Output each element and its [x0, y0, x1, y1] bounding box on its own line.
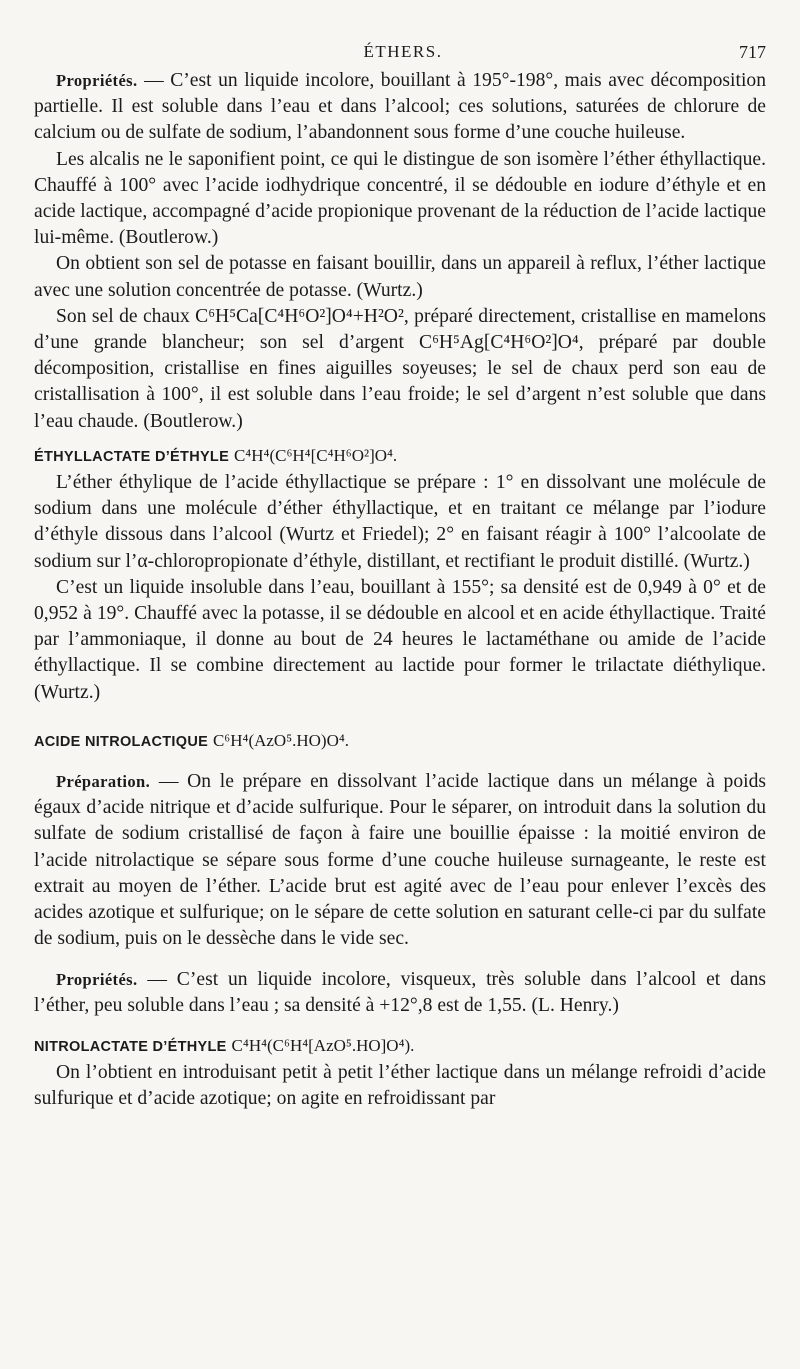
formula: C⁶H⁴(AzO⁵.HO)O⁴.: [212, 730, 350, 750]
page-header: [40, 42, 766, 66]
lead-preparation: Préparation.: [56, 772, 151, 792]
section-heading: ÉTHYLLACTATE D’ÉTHYLE: [34, 448, 230, 465]
paragraph-ethyllactate-proprietes: C’est un liquide insoluble dans l’eau, bouillant à 155°; sa densité est de 0,949 à 0° et de 0,952 à 19°. Chauffé avec la potasse, il se dédouble en alcool et en acide éthyllactique. Traité par l’ammoniaque, il donne au bout de 24 heures le lactaméthane ou amide de l’acide éthyllactique. Il se combine directement au lactide pour former le trilactate diéthylique. (Wurtz.): [34, 576, 766, 703]
lead-proprietes: Propriétés.: [56, 969, 138, 989]
paragraph-ethyllactate-preparation: L’éther éthylique de l’acide éthyllactique se prépare : 1° en dissolvant une molécule de sodium dans une molécule d’éther éthyllactique, et en traitant ce mélange par l’iodure d’éthyle dissous dans l’alcool (Wurtz et Friedel); 2° en faisant réagir à 100° l’alcoolate de sodium sur l’α-chloropropionate d’éthyle, distillant, et rectifiant le produit distillé. (Wurtz.): [34, 472, 766, 572]
formula: C⁴H⁴(C⁶H⁴[AzO⁵.HO]O⁴).: [231, 1035, 415, 1055]
section-heading: NITROLACTATE D’ÉTHYLE: [34, 1038, 227, 1055]
running-title: ÉTHERS.: [363, 42, 443, 61]
paragraph-text: — On le prépare en dissolvant l’acide lactique dans un mélange à poids égaux d’acide nitrique et d’acide sulfurique. Pour le séparer, on introduit dans la solution du sulfate de sodium cristallisé de façon à faire une bouillie épaisse : la moitié environ de l’acide nitrolactique se sépare sous forme d’une couche huileuse surnageante, le reste est extrait au moyen de l’éther. L’acide brut est agité avec de l’eau pour enlever l’excès des acides azotique et sulfurique; on le sépare de cette solution en saturant celle-ci par du sulfate de sodium, puis on le dessèche dans le vide sec.: [34, 771, 766, 950]
heading-acide-nitrolactique: [34, 728, 766, 755]
formula: C⁴H⁴(C⁶H⁴[C⁴H⁶O²]O⁴.: [233, 445, 398, 465]
paragraph-proprietes: [34, 68, 766, 147]
body-text: [34, 68, 766, 1113]
paragraph-text: — C’est un liquide incolore, visqueux, très soluble dans l’alcool et dans l’éther, peu soluble dans l’eau ; sa densité à +12°,8 est de 1,55. (L. Henry.): [34, 968, 766, 1016]
page-number: 717: [739, 42, 766, 62]
lead-proprietes: Propriétés.: [56, 71, 138, 90]
paragraph-sel-chaux: Son sel de chaux C⁶H⁵Ca[C⁴H⁶O²]O⁴+H²O², préparé directement, cristallise en mamelons d’une grande blancheur; son sel d’argent C⁶H⁵Ag[C⁴H⁶O²]O⁴, préparé par double décomposition, cristallise en fines aiguilles soyeuses; le sel de chaux perd son eau de cristallisation à 100°, il est soluble dans l’eau froide; le sel d’argent n’est soluble que dans l’eau chaude. (Boutlerow.): [34, 305, 766, 432]
section-heading: ACIDE NITROLACTIQUE: [34, 733, 209, 750]
paragraph-sel-potasse: On obtient son sel de potasse en faisant bouillir, dans un appareil à reflux, l’éther lactique avec une solution concentrée de potasse. (Wurtz.): [34, 253, 766, 301]
heading-nitrolactate: [34, 1033, 766, 1060]
paragraph-nitrolactique-preparation: [34, 769, 766, 952]
paragraph-nitrolactate: On l’obtient en introduisant petit à petit l’éther lactique dans un mélange refroidi d’acide sulfurique et d’acide azotique; on agite en refroidissant par: [34, 1062, 766, 1110]
paragraph-nitrolactique-proprietes: [34, 967, 766, 1019]
heading-ethyllactate: [34, 443, 766, 470]
paragraph-text: — C’est un liquide incolore, bouillant à 195°-198°, mais avec décomposition partielle. Il est soluble dans l’eau et dans l’alcool; ces solutions, saturées de chlorure de calcium ou de sulfate de sodium, l’abandonnent sous forme d’une couche huileuse.: [34, 70, 766, 144]
paragraph-alcalis: Les alcalis ne le saponifient point, ce qui le distingue de son isomère l’éther éthyllactique. Chauffé à 100° avec l’acide iodhydrique concentré, il se dédouble en iodure d’éthyle et en acide lactique, accompagné d’acide propionique provenant de la réduction de l’acide lactique lui-même. (Boutlerow.): [34, 148, 766, 249]
